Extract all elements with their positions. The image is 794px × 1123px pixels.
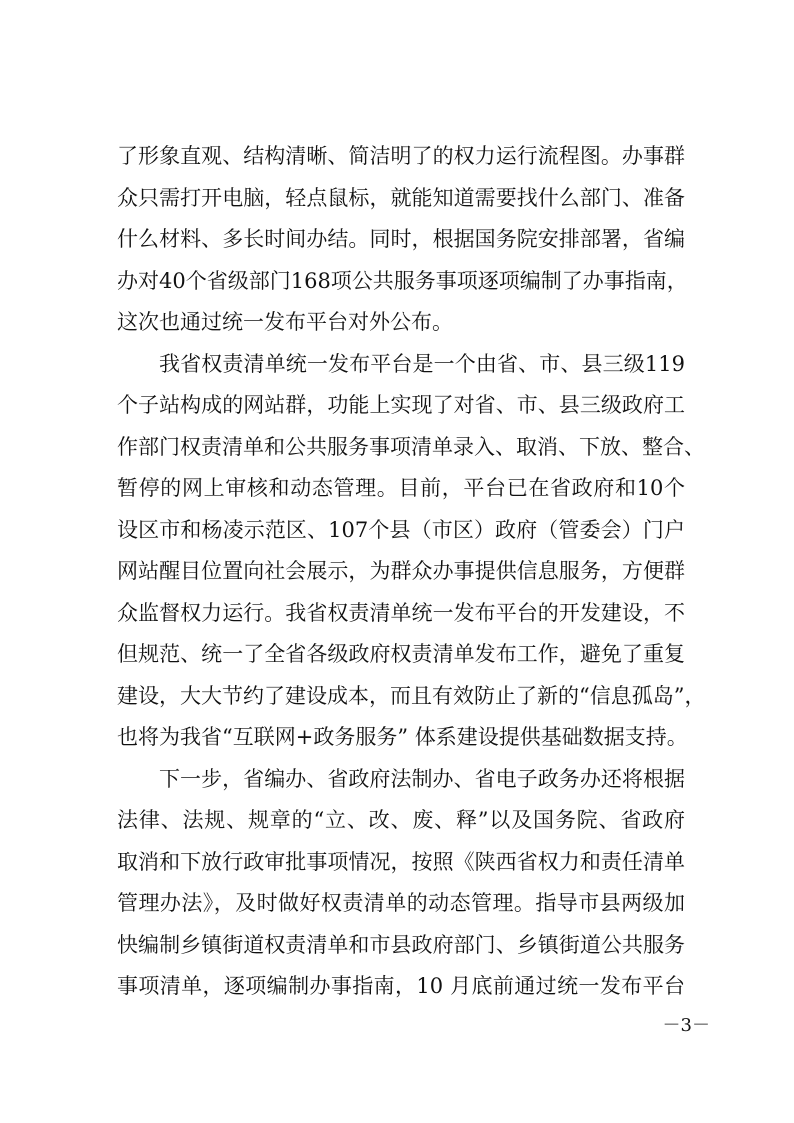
- body-text: [117, 136, 706, 1008]
- text-line: 个子站构成的网站群，功能上实现了对省、市、县三级政府工: [117, 393, 685, 417]
- text-line: 取消和下放行政审批事项情况，按照《陕西省权力和责任清单: [117, 849, 685, 874]
- text-line: 但规范、统一了全省各级政府权责清单发布工作，避免了重复: [117, 642, 685, 666]
- paragraph-1: [117, 136, 688, 344]
- text-line: 设区市和杨凌示范区、107个县（市区）政府（管委会）门户: [117, 517, 685, 542]
- text-line: 了形象直观、结构清晰、简洁明了的权力运行流程图。办事群: [117, 144, 685, 168]
- text-line: 众监督权力运行。我省权责清单统一发布平台的开发建设，不: [117, 600, 685, 625]
- paragraph-2: [117, 344, 706, 759]
- text-line: 办对40个省级部门168项公共服务事项逐项编制了办事指南，: [117, 268, 688, 293]
- page-number: －3－: [662, 1015, 710, 1036]
- text-line: 众只需打开电脑，轻点鼠标，就能知道需要找什么部门、准备: [117, 185, 685, 210]
- text-line: 作部门权责清单和公共服务事项清单录入、取消、下放、整合、: [117, 434, 705, 459]
- text-line: 这次也通过统一发布平台对外公布。: [117, 310, 453, 334]
- text-line: 下一步，省编办、省政府法制办、省电子政务办还将根据: [159, 766, 685, 791]
- text-line: 什么材料、多长时间办结。同时，根据国务院安排部署，省编: [117, 227, 685, 251]
- text-line: 网站醒目位置向社会展示，为群众办事提供信息服务，方便群: [117, 559, 685, 583]
- paragraph-3: [117, 759, 685, 1008]
- text-line: 管理办法》，及时做好权责清单的动态管理。指导市县两级加: [117, 891, 685, 915]
- text-line: 事项清单，逐项编制办事指南，10 月底前通过统一发布平台: [117, 974, 685, 998]
- text-line: 我省权责清单统一发布平台是一个由省、市、县三级119: [159, 351, 685, 376]
- text-line: 也将为我省“互联网+政务服务” 体系建设提供基础数据支持。: [117, 725, 688, 749]
- text-line: 暂停的网上审核和动态管理。目前，平台已在省政府和10个: [117, 476, 685, 500]
- text-line: 建设，大大节约了建设成本，而且有效防止了新的“信息孤岛”，: [117, 683, 706, 708]
- text-line: 法律、法规、规章的“立、改、废、释”以及国务院、省政府: [117, 808, 685, 832]
- text-line: 快编制乡镇街道权责清单和市县政府部门、乡镇街道公共服务: [117, 932, 685, 957]
